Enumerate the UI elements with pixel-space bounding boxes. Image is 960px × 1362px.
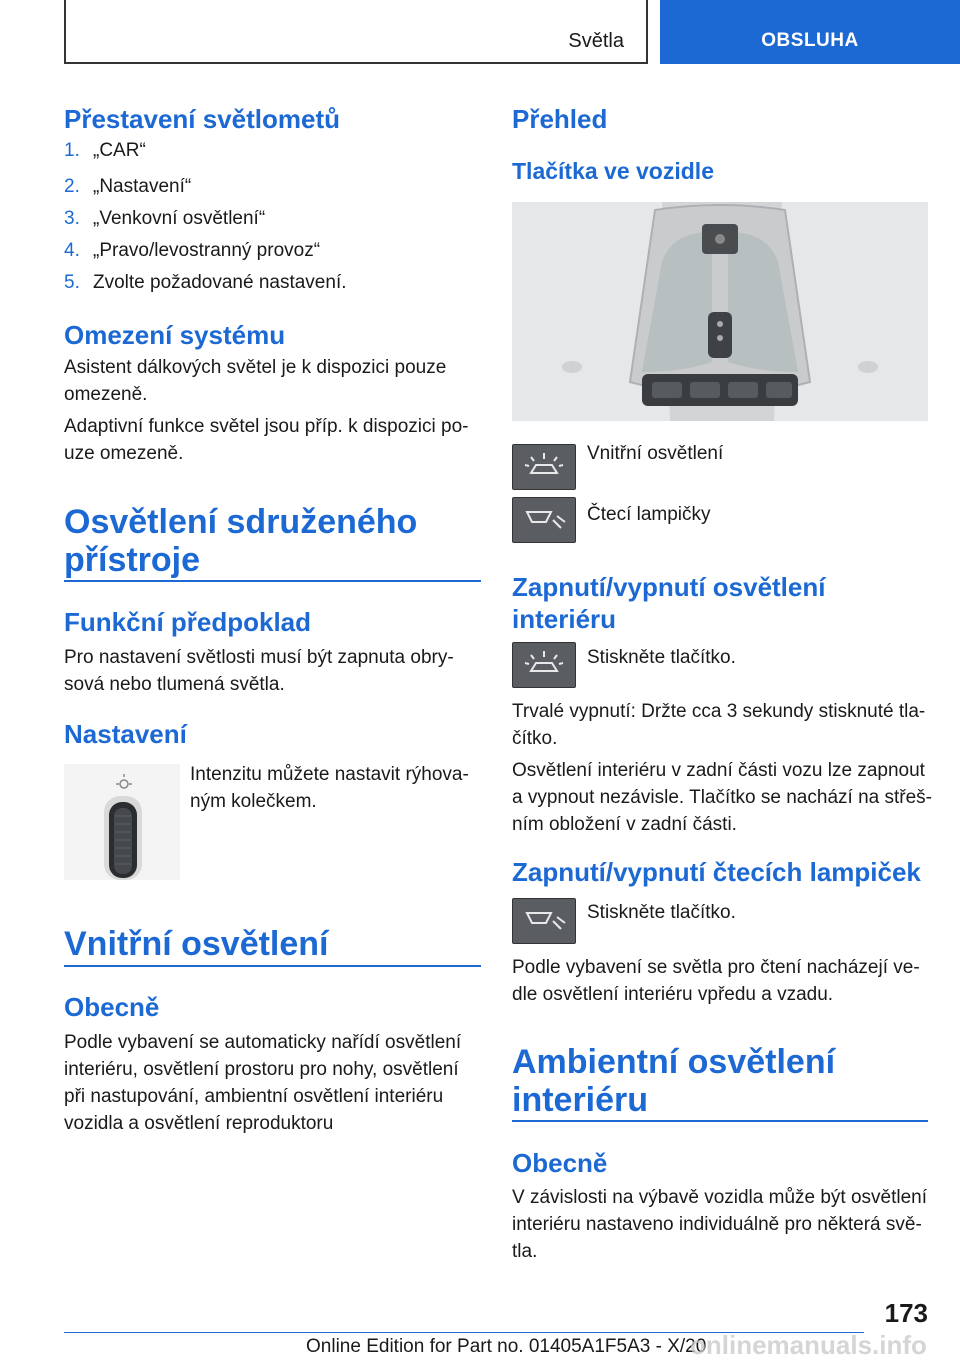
list-item-text: „Pravo/levostranný provoz“ bbox=[93, 240, 321, 261]
text-rear-b: a vypnout nezávisle. Tlačítko se nachází na střeš‐ bbox=[512, 787, 932, 808]
heading-overview: Přehled bbox=[512, 104, 608, 134]
heading-interior-toggle-b: interiéru bbox=[512, 604, 617, 634]
subheading-buttons: Tlačítka ve vozidle bbox=[512, 158, 714, 184]
text-prereq-1: Pro nastavení světlosti musí být zapnuta obry‐ bbox=[64, 647, 454, 668]
chapter-rule bbox=[64, 965, 481, 967]
chapter-interior-lighting: Vnitřní osvětlení bbox=[64, 925, 329, 963]
overhead-console-image bbox=[512, 202, 928, 421]
header-chapter-tab bbox=[660, 0, 960, 64]
list-item-text: „Nastavení“ bbox=[93, 176, 192, 197]
page-number: 173 bbox=[884, 1298, 928, 1328]
text-reading-2: dle osvětlení interiéru vpředu a vzadu. bbox=[512, 984, 834, 1005]
thumbwheel-icon bbox=[64, 764, 180, 880]
label-interior-light: Vnitřní osvětlení bbox=[587, 443, 724, 464]
list-item-number: 1. bbox=[64, 140, 80, 161]
heading-settings: Nastavení bbox=[64, 719, 187, 749]
heading-general-right: Obecně bbox=[512, 1148, 608, 1178]
interior-light-button-icon bbox=[512, 642, 576, 688]
chapter-rule bbox=[64, 580, 481, 582]
text-press-button-1: Stiskněte tlačítko. bbox=[587, 647, 736, 668]
header-section-box bbox=[64, 0, 648, 64]
heading-headlight-adjust: Přestavení světlometů bbox=[64, 104, 341, 134]
text-general-3: při nastupování, ambientní osvětlení interiéru bbox=[64, 1086, 444, 1107]
chapter-ambient-b: interiéru bbox=[512, 1081, 649, 1119]
chapter-rule bbox=[512, 1120, 928, 1122]
text-limits-2b: uze omezeně. bbox=[64, 443, 184, 464]
heading-general-left: Obecně bbox=[64, 992, 160, 1022]
list-item-number: 2. bbox=[64, 176, 80, 197]
interior-light-button-icon bbox=[512, 444, 576, 490]
chapter-ambient-a: Ambientní osvětlení bbox=[512, 1043, 836, 1081]
overhead-console-icon bbox=[512, 202, 928, 421]
text-press-button-2: Stiskněte tlačítko. bbox=[587, 902, 736, 923]
list-item-text: „CAR“ bbox=[93, 140, 146, 161]
reading-light-button-icon bbox=[512, 497, 576, 543]
header-section-title: Světla bbox=[568, 30, 624, 52]
text-general-2: interiéru, osvětlení prostoru pro nohy, osvětlení bbox=[64, 1059, 459, 1080]
text-settings-1: Intenzitu můžete nastavit rýhova‐ bbox=[190, 764, 469, 785]
text-permanent-off-a: Trvalé vypnutí: Držte cca 3 sekundy stisknuté tla‐ bbox=[512, 701, 926, 722]
heading-system-limits: Omezení systému bbox=[64, 320, 286, 350]
footer-watermark: onlinemanuals.info bbox=[690, 1330, 927, 1360]
text-rear-a: Osvětlení interiéru v zadní části vozu lze zapnout bbox=[512, 760, 925, 781]
text-rear-c: ním obložení v zadní části. bbox=[512, 814, 737, 835]
reading-light-button-icon bbox=[512, 898, 576, 944]
chapter-cluster-lighting-a: Osvětlení sdruženého bbox=[64, 503, 418, 541]
list-item-text: Zvolte požadované nastavení. bbox=[93, 272, 347, 293]
label-reading-light: Čtecí lampičky bbox=[587, 504, 711, 525]
text-ambient-3: tla. bbox=[512, 1241, 538, 1262]
list-item-number: 5. bbox=[64, 272, 80, 293]
list-item-text: „Venkovní osvětlení“ bbox=[93, 208, 266, 229]
text-ambient-1: V závislosti na výbavě vozidla může být osvětlení bbox=[512, 1187, 928, 1208]
text-reading-1: Podle vybavení se světla pro čtení nacházejí ve‐ bbox=[512, 957, 920, 978]
text-general-4: vozidla a osvětlení reproduktoru bbox=[64, 1113, 334, 1134]
text-limits-2a: Adaptivní funkce světel jsou příp. k dispozici po‐ bbox=[64, 416, 469, 437]
list-item-number: 3. bbox=[64, 208, 80, 229]
heading-prerequisite: Funkční předpoklad bbox=[64, 607, 312, 637]
text-ambient-2: interiéru nastaveno individuálně pro některá svě‐ bbox=[512, 1214, 922, 1235]
text-prereq-2: sová nebo tlumená světla. bbox=[64, 674, 285, 695]
text-settings-2: ným kolečkem. bbox=[190, 791, 317, 812]
text-limits-1b: omezeně. bbox=[64, 384, 148, 405]
header-chapter-title: OBSLUHA bbox=[761, 30, 859, 51]
text-limits-1a: Asistent dálkových světel je k dispozici pouze bbox=[64, 357, 447, 378]
footer-edition: Online Edition for Part no. 01405A1F5A3 - X/20 bbox=[306, 1336, 707, 1357]
heading-interior-toggle-a: Zapnutí/vypnutí osvětlení bbox=[512, 572, 826, 602]
list-item-number: 4. bbox=[64, 240, 80, 261]
heading-reading-toggle: Zapnutí/vypnutí čtecích lampiček bbox=[512, 857, 921, 887]
chapter-cluster-lighting-b: přístroje bbox=[64, 541, 201, 579]
text-permanent-off-b: čítko. bbox=[512, 728, 558, 749]
thumbwheel-image bbox=[64, 764, 180, 880]
text-general-1: Podle vybavení se automaticky nařídí osvětlení bbox=[64, 1032, 462, 1053]
